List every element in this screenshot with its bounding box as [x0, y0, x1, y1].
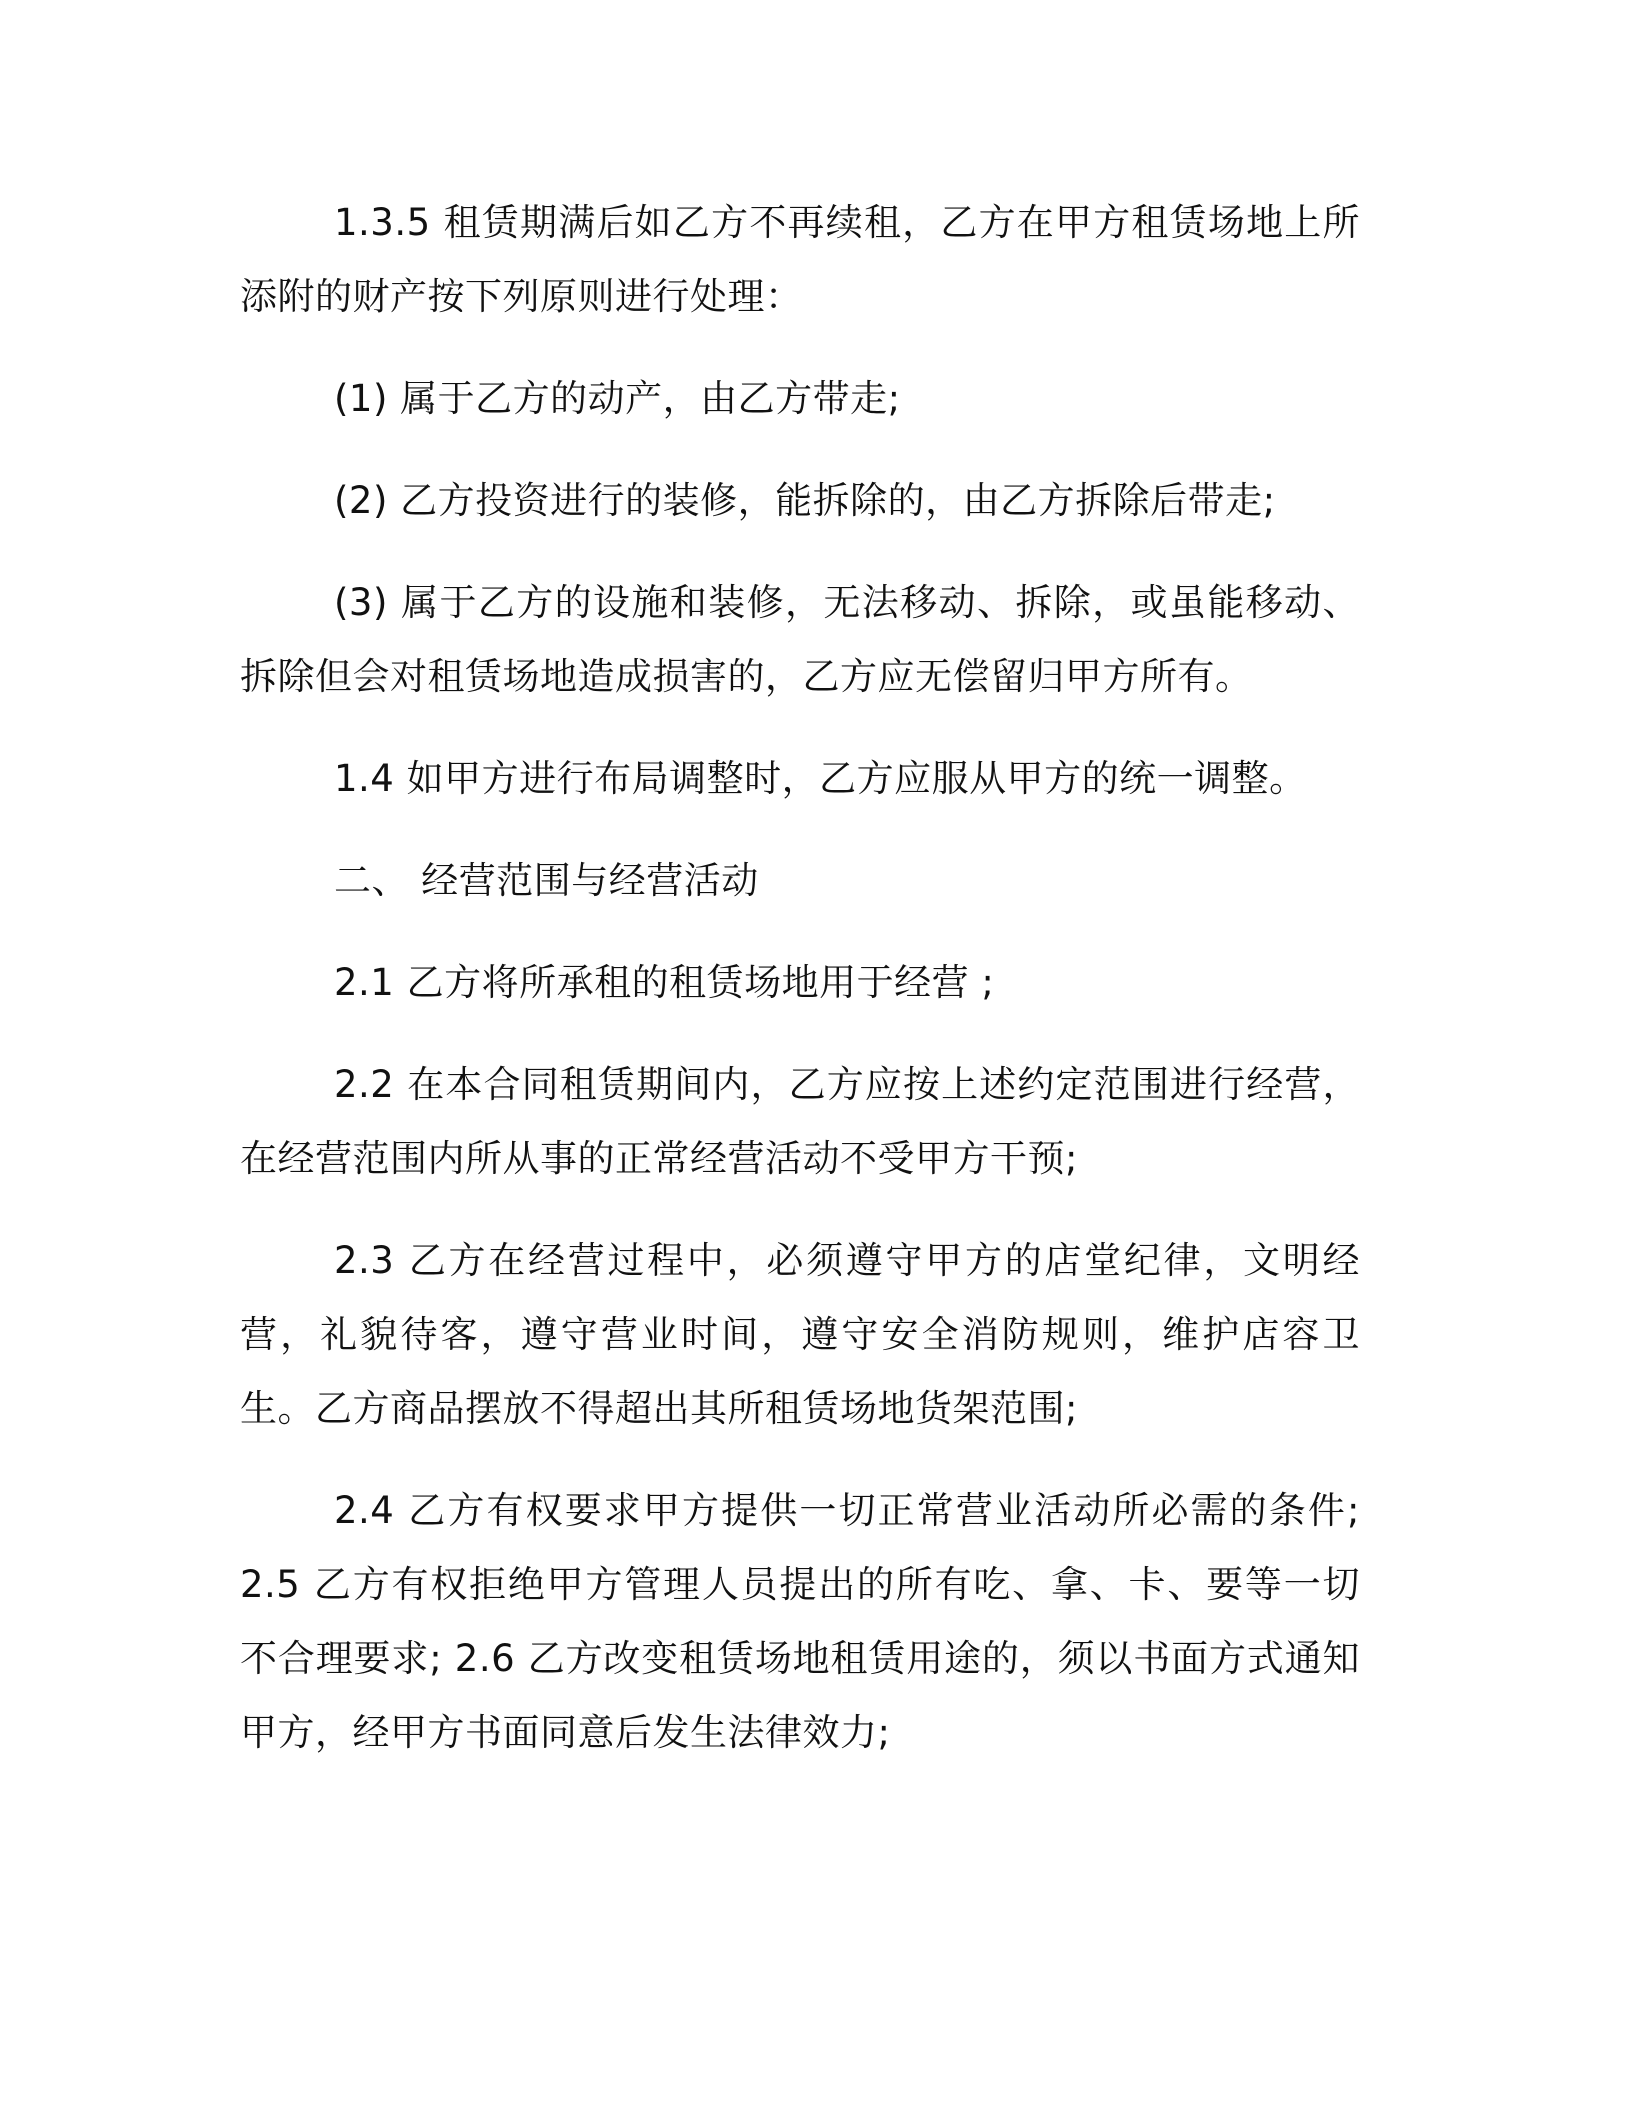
clause-2-4-to-2-6: 2.4 乙方有权要求甲方提供一切正常营业活动所必需的条件; 2.5 乙方有权拒绝甲方管理人员提出的所有吃、拿、卡、要等一切不合理要求; 2.6 乙方改变租赁场地租赁用途的，须以书面方式通知甲方，经甲方书面同意后发生法律效力; — [240, 1489, 1360, 1754]
clause-2-3: 2.3 乙方在经营过程中，必须遵守甲方的店堂纪律，文明经营，礼貌待客，遵守营业时间，遵守安全消防规则，维护店容卫生。乙方商品摆放不得超出其所租赁场地货架范围; — [240, 1239, 1360, 1430]
clause-2-2: 2.2 在本合同租赁期间内，乙方应按上述约定范围进行经营，在经营范围内所从事的正常经营活动不受甲方干预; — [240, 1063, 1360, 1180]
clause-2-1: 2.1 乙方将所承租的租赁场地用于经营 ; — [334, 961, 995, 1004]
clause-1-3-5-item-1: (1) 属于乙方的动产，由乙方带走; — [334, 377, 901, 420]
clause-1-4: 1.4 如甲方进行布局调整时，乙方应服从甲方的统一调整。 — [334, 757, 1307, 800]
clause-1-3-5: 1.3.5 租赁期满后如乙方不再续租，乙方在甲方租赁场地上所添附的财产按下列原则进行处理： — [240, 201, 1360, 318]
document-body — [240, 186, 1360, 1798]
clause-1-3-5-item-3: (3) 属于乙方的设施和装修，无法移动、拆除，或虽能移动、拆除但会对租赁场地造成损害的，乙方应无偿留归甲方所有。 — [240, 581, 1360, 698]
clause-1-3-5-item-2: (2) 乙方投资进行的装修，能拆除的，由乙方拆除后带走; — [334, 479, 1276, 522]
section-2-heading: 二、 经营范围与经营活动 — [334, 859, 759, 902]
